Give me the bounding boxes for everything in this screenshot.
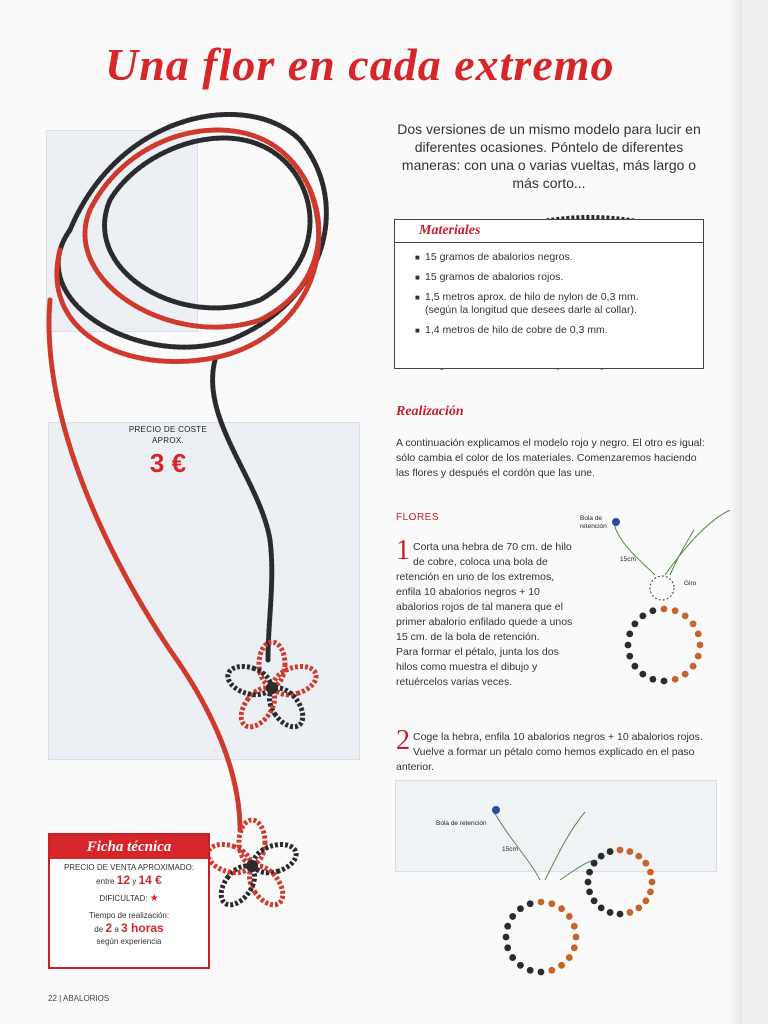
bead bbox=[509, 954, 516, 961]
bead bbox=[649, 676, 656, 683]
bead bbox=[548, 967, 555, 974]
materials-heading: Materiales bbox=[419, 223, 481, 238]
bead bbox=[661, 606, 668, 613]
bead bbox=[538, 899, 545, 906]
bead bbox=[617, 911, 624, 918]
bead bbox=[682, 612, 689, 619]
diagram-step-2 bbox=[492, 806, 655, 975]
materials-item-note: (según la longitud que desees darle al collar). bbox=[425, 304, 637, 316]
price-block bbox=[118, 424, 218, 479]
materials-item: ■ 1,4 metros de hilo de cobre de 0,3 mm. bbox=[415, 324, 693, 337]
materials-box bbox=[394, 219, 704, 369]
page-footer: 22 | ABALORIOS bbox=[48, 994, 110, 1003]
bead bbox=[548, 900, 555, 907]
bead bbox=[642, 897, 649, 904]
bead bbox=[558, 905, 565, 912]
bead bbox=[607, 909, 614, 916]
bead bbox=[517, 962, 524, 969]
price-label: PRECIO DE COSTE APROX. bbox=[128, 425, 208, 445]
bead bbox=[503, 934, 510, 941]
bead bbox=[558, 962, 565, 969]
bead bbox=[639, 612, 646, 619]
bead bbox=[504, 923, 511, 930]
materials-item: ■ 15 gramos de abalorios rojos. bbox=[415, 271, 693, 284]
bead bbox=[695, 630, 702, 637]
bead bbox=[586, 888, 593, 895]
ficha-body bbox=[50, 859, 208, 948]
bead bbox=[566, 913, 573, 920]
diagram-label: 15cm bbox=[502, 846, 518, 853]
ficha-heading: Ficha técnica bbox=[50, 835, 208, 859]
diagram-label: Bola de retención bbox=[580, 515, 607, 530]
venta-label: PRECIO DE VENTA APROXIMADO: bbox=[63, 863, 195, 872]
bead bbox=[631, 620, 638, 627]
step-text: Coge la hebra, enfila 10 abalorios negros + 10 abalorios rojos. Vuelve a formar un pétalo como hemos explicado en el paso anterior. bbox=[396, 731, 703, 773]
step-number: 2 bbox=[396, 725, 410, 756]
flower-1 bbox=[224, 642, 320, 733]
bead bbox=[598, 904, 605, 911]
diagram-label: Giro bbox=[684, 580, 697, 587]
tiempo-label: Tiempo de realización: bbox=[88, 911, 170, 920]
page-title: Una flor en cada extremo bbox=[105, 39, 615, 90]
diagram-label: Bola de retención bbox=[436, 820, 487, 827]
bead bbox=[617, 847, 624, 854]
bead bbox=[571, 944, 578, 951]
materials-item: ■ 1,5 metros aprox. de hilo de nylon de 0,3 mm. (según la longitud que desees darle al collar). bbox=[415, 291, 693, 317]
price-value: 3 € bbox=[149, 448, 187, 478]
bead bbox=[695, 653, 702, 660]
bead bbox=[631, 663, 638, 670]
bead bbox=[527, 967, 534, 974]
bead bbox=[591, 897, 598, 904]
materials-item: ■ 15 gramos de abalorios negros. bbox=[415, 251, 693, 264]
bead bbox=[697, 642, 704, 649]
tiempo-range: de 2 a 3 horas bbox=[94, 921, 164, 935]
ficha-tecnica-box bbox=[48, 833, 210, 969]
diagram-label: 15cm bbox=[620, 556, 636, 563]
bead bbox=[566, 954, 573, 961]
bead bbox=[635, 904, 642, 911]
bead bbox=[682, 671, 689, 678]
page-edge bbox=[742, 0, 768, 1024]
bead bbox=[626, 909, 633, 916]
bead bbox=[538, 969, 545, 976]
flower-2 bbox=[204, 820, 300, 911]
materials-header bbox=[395, 220, 703, 243]
bead bbox=[626, 848, 633, 855]
bead bbox=[509, 913, 516, 920]
flores-heading: FLORES bbox=[396, 512, 440, 523]
bead bbox=[647, 869, 654, 876]
bead bbox=[661, 678, 668, 685]
bead bbox=[649, 607, 656, 614]
bead bbox=[649, 879, 656, 886]
bead bbox=[672, 676, 679, 683]
bead bbox=[625, 642, 632, 649]
bead bbox=[626, 653, 633, 660]
bead bbox=[626, 630, 633, 637]
bead bbox=[527, 900, 534, 907]
venta-range: entre 12 y 14 € bbox=[96, 873, 162, 887]
realizacion-heading: Realización bbox=[396, 404, 464, 419]
bead bbox=[639, 671, 646, 678]
bead bbox=[647, 888, 654, 895]
step-2 bbox=[396, 725, 708, 775]
bead bbox=[598, 853, 605, 860]
diagram-step-1 bbox=[612, 510, 730, 684]
tiempo-note: según experiencia bbox=[96, 937, 162, 946]
bead bbox=[607, 848, 614, 855]
star-icon: ★ bbox=[149, 893, 159, 904]
step-1 bbox=[396, 535, 574, 690]
step-text-2: Para formar el pétalo, junta los dos hilos como muestra el dibujo y retuércelos varias veces. bbox=[396, 646, 559, 688]
realizacion-text: A continuación explicamos el modelo rojo y negro. El otro es igual: sólo cambia el color de los materiales. Comenzaremos haciendo las flores y después el cordón que las une. bbox=[396, 437, 705, 479]
bead bbox=[517, 905, 524, 912]
bead bbox=[586, 869, 593, 876]
bead bbox=[690, 620, 697, 627]
bead bbox=[504, 944, 511, 951]
bead bbox=[690, 663, 697, 670]
materials-list bbox=[395, 251, 703, 337]
step-text: Corta una hebra de 70 cm. de hilo de cobre, coloca una bola de retención en uno de los extremos, enfila 10 abalorios negros + 10 abalorios rojos de tal manera que el primer abalorio enfilado quede a unos 15 cm. de la bola de retención. bbox=[396, 541, 573, 643]
step-number: 1 bbox=[396, 535, 410, 566]
bead bbox=[571, 923, 578, 930]
bead bbox=[585, 879, 592, 886]
bead bbox=[573, 934, 580, 941]
bead bbox=[642, 860, 649, 867]
bead bbox=[672, 607, 679, 614]
intro-text: Dos versiones de un mismo modelo para lucir en diferentes ocasiones. Póntelo de diferentes maneras: con una o varias vueltas, más largo o más corto... bbox=[397, 121, 701, 191]
dificultad-row: DIFICULTAD: ★ bbox=[99, 893, 159, 904]
bead bbox=[591, 860, 598, 867]
bead bbox=[635, 853, 642, 860]
